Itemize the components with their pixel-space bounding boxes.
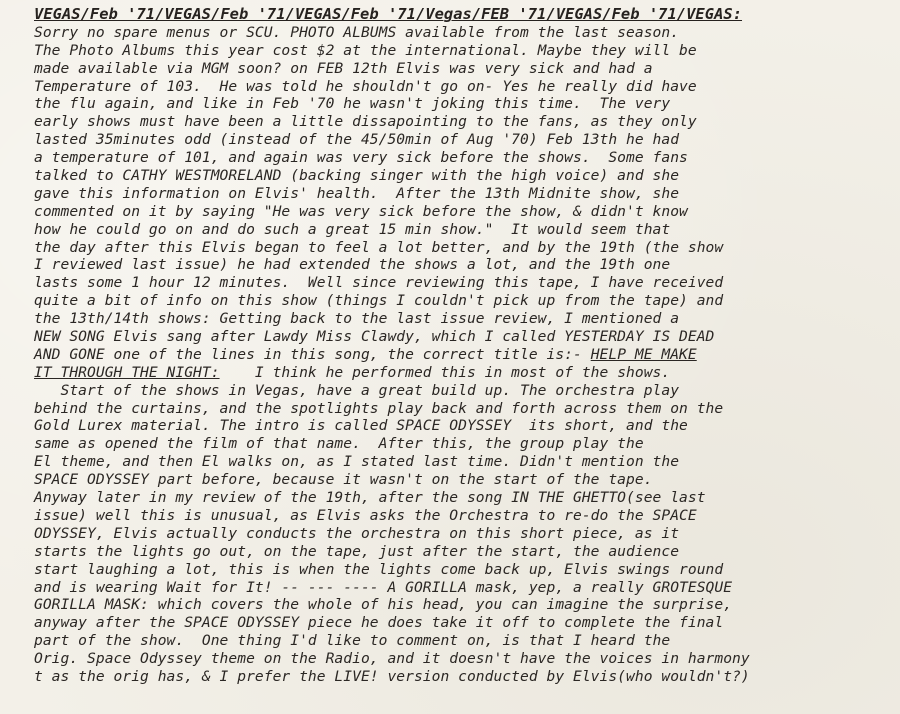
song-title-underlined: HELP ME MAKE xyxy=(590,345,697,363)
text-line-17: the 13th/14th shows: Getting back to the last issue review, I mentioned a xyxy=(34,310,680,328)
text-line-22: behind the curtains, and the spotlights play back and forth across them on the xyxy=(34,399,724,417)
text-line-28: issue) well this is unusual, as Elvis asks the Orchestra to re-do the SPACE xyxy=(34,506,697,524)
text-line-23: Gold Lurex material. The intro is called SPACE ODYSSEY its short, and the xyxy=(34,417,688,435)
text-line-6: early shows must have been a little dissapointing to the fans, as they only xyxy=(34,113,697,131)
text-line-10: gave this information on Elvis' health. After the 13th Midnite show, she xyxy=(34,184,680,202)
text-line-37: t as the orig has, & I prefer the LIVE! version conducted by Elvis(who wouldn't?) xyxy=(34,667,750,685)
text-line-27: Anyway later in my review of the 19th, after the song IN THE GHETTO(see last xyxy=(34,489,706,507)
text-line-25: El theme, and then El walks on, as I stated last time. Didn't mention the xyxy=(34,453,680,471)
text-line-11: commented on it by saying "He was very sick before the show, & didn't know xyxy=(34,202,688,220)
text-line-9: talked to CATHY WESTMORELAND (backing singer with the high voice) and she xyxy=(34,167,680,185)
text-line-16: quite a bit of info on this show (things I couldn't pick up from the tape) and xyxy=(34,292,724,310)
text-line-14: I reviewed last issue) he had extended the shows a lot, and the 19th one xyxy=(34,256,671,274)
text-line-3: made available via MGM soon? on FEB 12th Elvis was very sick and had a xyxy=(34,59,653,77)
text-line-8: a temperature of 101, and again was very sick before the shows. Some fans xyxy=(34,149,688,167)
text-line-31: start laughing a lot, this is when the lights come back up, Elvis swings round xyxy=(34,560,724,578)
song-title-continued: IT THROUGH THE NIGHT: xyxy=(34,363,220,381)
text-line-13: the day after this Elvis began to feel a lot better, and by the 19th (the show xyxy=(34,238,724,256)
header-line: VEGAS/Feb '71/VEGAS/Feb '71/VEGAS/Feb '71/Vegas/FEB '71/VEGAS/Feb '71/VEGAS: xyxy=(34,5,743,23)
text-line-15: lasts some 1 hour 12 minutes. Well since reviewing this tape, I have received xyxy=(34,274,724,292)
text-line-2: The Photo Albums this year cost $2 at the international. Maybe they will be xyxy=(34,41,697,59)
text-line-29: ODYSSEY, Elvis actually conducts the orchestra on this short piece, as it xyxy=(34,524,680,542)
text-line-35: part of the show. One thing I'd like to comment on, is that I heard the xyxy=(34,632,671,650)
document-body xyxy=(34,6,870,686)
text-line-18: NEW SONG Elvis sang after Lawdy Miss Clawdy, which I called YESTERDAY IS DEAD xyxy=(34,328,715,346)
text-line-36: Orig. Space Odyssey theme on the Radio, and it doesn't have the voices in harmony xyxy=(34,650,750,668)
text-line-19-start: AND GONE one of the lines in this song, the correct title is:- xyxy=(34,345,591,363)
text-line-1: Sorry no spare menus or SCU. PHOTO ALBUMS available from the last season. xyxy=(34,23,680,41)
text-line-26: SPACE ODYSSEY part before, because it wasn't on the start of the tape. xyxy=(34,471,653,489)
text-line-30: starts the lights go out, on the tape, just after the start, the audience xyxy=(34,542,680,560)
text-line-20-rest: I think he performed this in most of the shows. xyxy=(219,363,671,381)
text-line-19 xyxy=(34,346,870,364)
text-line-7: lasted 35minutes odd (instead of the 45/50min of Aug '70) Feb 13th he had xyxy=(34,131,680,149)
text-line-20 xyxy=(34,364,870,382)
text-line-32: and is wearing Wait for It! -- --- ---- A GORILLA mask, yep, a really GROTESQUE xyxy=(34,578,733,596)
text-line-12: how he could go on and do such a great 15 min show." It would seem that xyxy=(34,220,671,238)
text-line-21: Start of the shows in Vegas, have a great build up. The orchestra play xyxy=(34,381,680,399)
text-line-34: anyway after the SPACE ODYSSEY piece he does take it off to complete the final xyxy=(34,614,724,632)
text-line-4: Temperature of 103. He was told he shouldn't go on- Yes he really did have xyxy=(34,77,697,95)
text-line-24: same as opened the film of that name. After this, the group play the xyxy=(34,435,644,453)
text-line-33: GORILLA MASK: which covers the whole of his head, you can imagine the surprise, xyxy=(34,596,733,614)
text-line-5: the flu again, and like in Feb '70 he wasn't joking this time. The very xyxy=(34,95,671,113)
